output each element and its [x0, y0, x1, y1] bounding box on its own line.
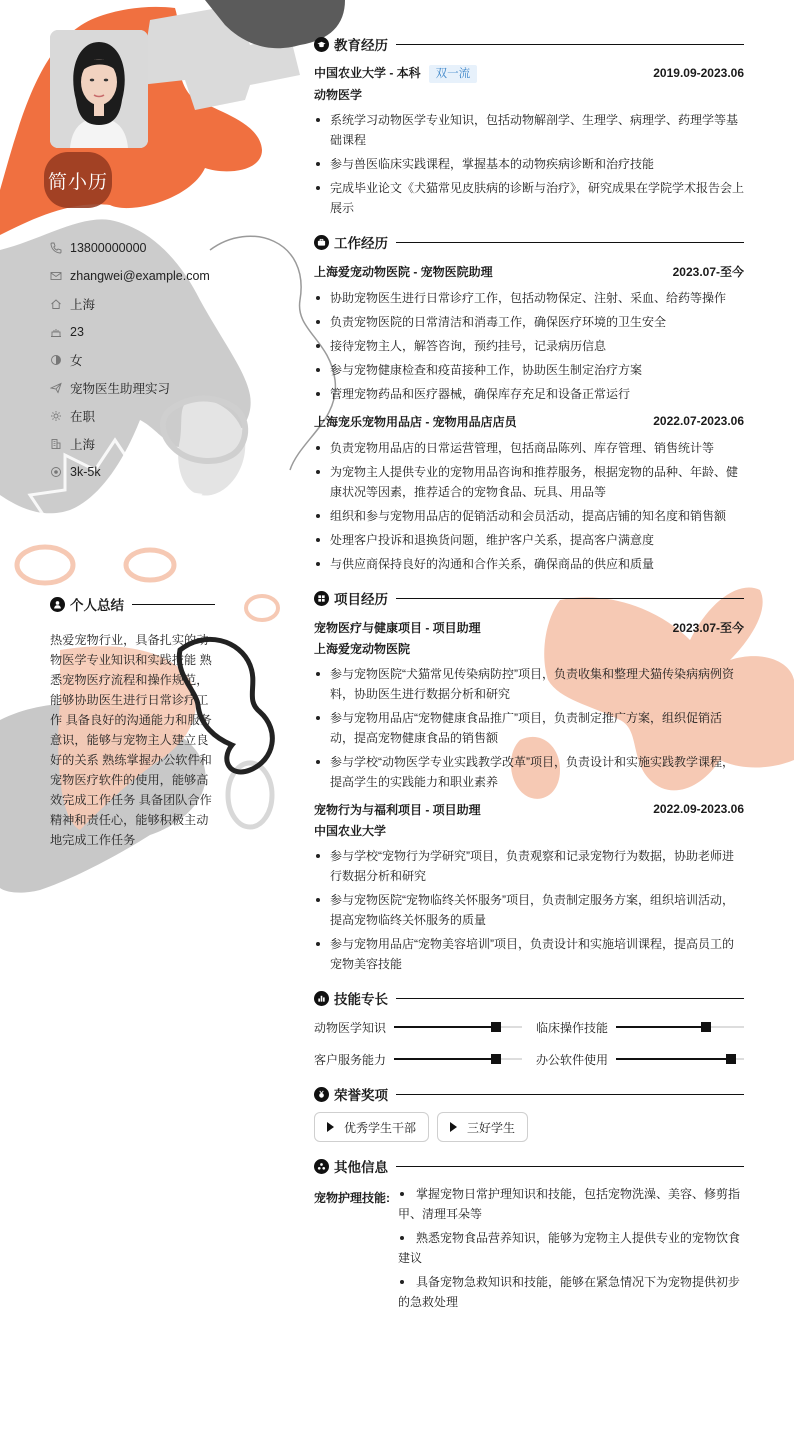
- list-item: 为宠物主人提供专业的宠物用品咨询和推荐服务，根据宠物的品种、年龄、健康状况等因素，推荐适合的宠物食品、玩具、用品等: [314, 462, 744, 502]
- info-group-icon: [314, 1159, 329, 1174]
- right-column: [314, 34, 744, 1336]
- projects-heading: [314, 588, 744, 608]
- section-title: 荣誉奖项: [334, 1088, 388, 1103]
- work-heading: [314, 232, 744, 252]
- avatar-illustration: [50, 30, 148, 148]
- education-heading: [314, 34, 744, 54]
- other-section: [314, 1156, 744, 1322]
- cake-icon: [50, 326, 62, 338]
- contact-text: 在职: [70, 410, 96, 424]
- contact-target-job: [50, 374, 210, 402]
- school-name: 中国农业大学 - 本科: [314, 65, 421, 80]
- awards-list: [314, 1112, 744, 1142]
- contact-city: [50, 290, 210, 318]
- contact-gender: [50, 346, 210, 374]
- award-chip: [437, 1112, 528, 1142]
- mail-icon: [50, 270, 62, 282]
- award-chip: [314, 1112, 429, 1142]
- projects-section: [314, 588, 744, 974]
- summary-text: 热爱宠物行业，具备扎实的动物医学专业知识和实践技能 熟悉宠物医疗流程和操作规范，能够协助医生进行日常诊疗工作 具备良好的沟通能力和服务意识，能够与宠物主人建立良好的关系 熟练掌握办公软件和宠物医疗软件的使用，能够高效完成工作任务 具备团队合作精神和责任心，能够积极主动地完成工作任务: [50, 633, 212, 847]
- education-bullets: [314, 110, 744, 218]
- skill-name: 客户服务能力: [314, 1052, 387, 1067]
- list-item: 负责宠物用品店的日常运营管理，包括商品陈列、库存管理、销售统计等: [314, 438, 744, 458]
- job-bullets: [314, 438, 744, 574]
- skill-level-bar: [394, 1026, 522, 1028]
- contact-status: [50, 402, 210, 430]
- list-item: 完成毕业论文《犬猫常见皮肤病的诊断与治疗》，研究成果在学院学术报告会上展示: [314, 178, 744, 218]
- contact-text: 上海: [70, 438, 96, 452]
- list-item: 协助宠物医生进行日常诊疗工作，包括动物保定、注射、采血、给药等操作: [314, 288, 744, 308]
- education-entry-header: [314, 62, 744, 84]
- awards-section: [314, 1084, 744, 1142]
- contact-salary: [50, 458, 210, 486]
- section-title: 工作经历: [334, 236, 388, 251]
- section-title: 其他信息: [334, 1160, 388, 1175]
- divider: [396, 1094, 744, 1095]
- skill-item: [314, 1016, 522, 1038]
- contact-text: zhangwei@example.com: [70, 269, 210, 283]
- contact-phone: [50, 234, 210, 262]
- contact-text: 宠物医生助理实习: [70, 382, 171, 396]
- section-title: 教育经历: [334, 38, 388, 53]
- contact-text: 上海: [70, 298, 96, 312]
- building-icon: [50, 438, 62, 450]
- list-item: 参与宠物医院“犬猫常见传染病防控”项目，负责收集和整理犬猫传染病病例资料，协助医生进行数据分析和研究: [314, 664, 744, 704]
- job-bullets: [314, 288, 744, 404]
- project-period: 2022.09-2023.06: [653, 802, 744, 816]
- grid-icon: [314, 591, 329, 606]
- section-title: 项目经历: [334, 592, 388, 607]
- send-icon: [50, 382, 62, 394]
- list-item: 接待宠物主人，解答咨询，预约挂号，记录病历信息: [314, 336, 744, 356]
- list-item: 参与学校“动物医学专业实践教学改革”项目，负责设计和实施实践教学课程，提高学生的实践能力和职业素养: [314, 752, 744, 792]
- skill-level-bar: [616, 1058, 744, 1060]
- award-label: 优秀学生干部: [344, 1120, 417, 1135]
- other-info-bullets: [398, 1184, 744, 1316]
- list-item: 处理客户投诉和退换货问题，维护客户关系，提高客户满意度: [314, 530, 744, 550]
- section-title: 技能专长: [334, 992, 388, 1007]
- list-item: 组织和参与宠物用品店的促销活动和会员活动，提高店铺的知名度和销售额: [314, 506, 744, 526]
- awards-heading: [314, 1084, 744, 1104]
- phone-icon: [50, 242, 62, 254]
- briefcase-icon: [314, 235, 329, 250]
- contact-text: 13800000000: [70, 241, 147, 255]
- divider: [396, 1166, 744, 1167]
- list-item: 与供应商保持良好的沟通和合作关系，确保商品的供应和质量: [314, 554, 744, 574]
- job-entry-header: [314, 260, 744, 282]
- skills-section: [314, 988, 744, 1070]
- job-title: 上海爱宠动物医院 - 宠物医院助理: [314, 264, 493, 279]
- play-icon: [450, 1122, 457, 1132]
- skill-name: 临床操作技能: [536, 1020, 609, 1035]
- project-bullets: [314, 664, 744, 792]
- gender-icon: [50, 354, 62, 366]
- skills-heading: [314, 988, 744, 1008]
- contact-text: 23: [70, 325, 84, 339]
- job-entry-header: [314, 410, 744, 432]
- list-item: [398, 1272, 744, 1312]
- medal-icon: [314, 1087, 329, 1102]
- contact-text: 3k-5k: [70, 465, 101, 479]
- job-title: 上海宠乐宠物用品店 - 宠物用品店店员: [314, 414, 517, 429]
- project-bullets: [314, 846, 744, 974]
- skill-name: 办公软件使用: [536, 1052, 609, 1067]
- job-period: 2022.07-2023.06: [653, 414, 744, 428]
- list-item: 参与宠物医院“宠物临终关怀服务”项目，负责制定服务方案，组织培训活动，提高宠物临终关怀服务的质量: [314, 890, 744, 930]
- divider: [396, 44, 744, 45]
- other-info-key: 宠物护理技能:: [314, 1191, 390, 1205]
- divider: [396, 598, 744, 599]
- project-entry-header: [314, 616, 744, 638]
- bar-chart-icon: [314, 991, 329, 1006]
- list-item-text: 具备宠物急救知识和技能，能够在紧急情况下为宠物提供初步的急救处理: [398, 1275, 741, 1309]
- other-info-row: [314, 1184, 744, 1322]
- list-item-text: 掌握宠物日常护理知识和技能，包括宠物洗澡、美容、修剪指甲、清理耳朵等: [398, 1187, 741, 1221]
- list-item: 参与学校“宠物行为学研究”项目，负责观察和记录宠物行为数据，协助老师进行数据分析和研究: [314, 846, 744, 886]
- list-item-text: 熟悉宠物食品营养知识，能够为宠物主人提供专业的宠物饮食建议: [398, 1231, 741, 1265]
- contact-work-city: [50, 430, 210, 458]
- gear-icon: [50, 410, 62, 422]
- divider: [396, 242, 744, 243]
- award-label: 三好学生: [467, 1120, 516, 1135]
- section-title: 个人总结: [70, 598, 124, 613]
- other-heading: [314, 1156, 744, 1176]
- list-item: 负责宠物医院的日常清洁和消毒工作，确保医疗环境的卫生安全: [314, 312, 744, 332]
- list-item: 参与宠物健康检查和疫苗接种工作，协助医生制定治疗方案: [314, 360, 744, 380]
- user-icon: [50, 597, 65, 612]
- divider: [396, 998, 744, 999]
- project-title: 宠物医疗与健康项目 - 项目助理: [314, 620, 481, 635]
- education-section: [314, 34, 744, 218]
- contact-text: 女: [70, 354, 83, 368]
- list-item: 参与宠物用品店“宠物健康食品推广”项目，负责制定推广方案，组织促销活动，提高宠物健康食品的销售额: [314, 708, 744, 748]
- skill-name: 动物医学知识: [314, 1020, 387, 1035]
- project-entry-header: [314, 798, 744, 820]
- project-org: 中国农业大学: [314, 824, 387, 838]
- candidate-name: 简小历: [47, 171, 108, 193]
- job-period: 2023.07-至今: [672, 264, 744, 279]
- list-item: 参与宠物用品店“宠物美容培训”项目，负责设计和实施培训课程，提高员工的宠物美容技能: [314, 934, 744, 974]
- education-period: 2019.09-2023.06: [653, 66, 744, 80]
- list-item: 参与兽医临床实践课程，掌握基本的动物疾病诊断和治疗技能: [314, 154, 744, 174]
- school-tag-badge: 双一流: [429, 65, 478, 83]
- skill-level-bar: [394, 1058, 522, 1060]
- skill-item: [536, 1016, 744, 1038]
- left-column: [0, 0, 300, 1456]
- contact-email: [50, 262, 210, 290]
- list-item: 管理宠物药品和医疗器械，确保库存充足和设备正常运行: [314, 384, 744, 404]
- skill-item: [314, 1048, 522, 1070]
- project-title: 宠物行为与福利项目 - 项目助理: [314, 802, 481, 817]
- home-icon: [50, 298, 62, 310]
- salary-icon: [50, 466, 62, 478]
- list-item: 系统学习动物医学专业知识，包括动物解剖学、生理学、病理学、药理学等基础课程: [314, 110, 744, 150]
- contact-age: [50, 318, 210, 346]
- skills-grid: [314, 1016, 744, 1070]
- project-period: 2023.07-至今: [672, 620, 744, 635]
- summary-heading: [50, 594, 215, 614]
- contact-list: [50, 234, 210, 486]
- education-major: 动物医学: [314, 88, 363, 102]
- divider: [132, 604, 215, 605]
- skill-level-bar: [616, 1026, 744, 1028]
- skill-item: [536, 1048, 744, 1070]
- project-org: 上海爱宠动物医院: [314, 642, 411, 656]
- graduation-cap-icon: [314, 37, 329, 52]
- avatar: [50, 30, 148, 148]
- list-item: [398, 1228, 744, 1268]
- name-badge: [44, 152, 112, 208]
- list-item: [398, 1184, 744, 1224]
- play-icon: [327, 1122, 334, 1132]
- work-section: [314, 232, 744, 574]
